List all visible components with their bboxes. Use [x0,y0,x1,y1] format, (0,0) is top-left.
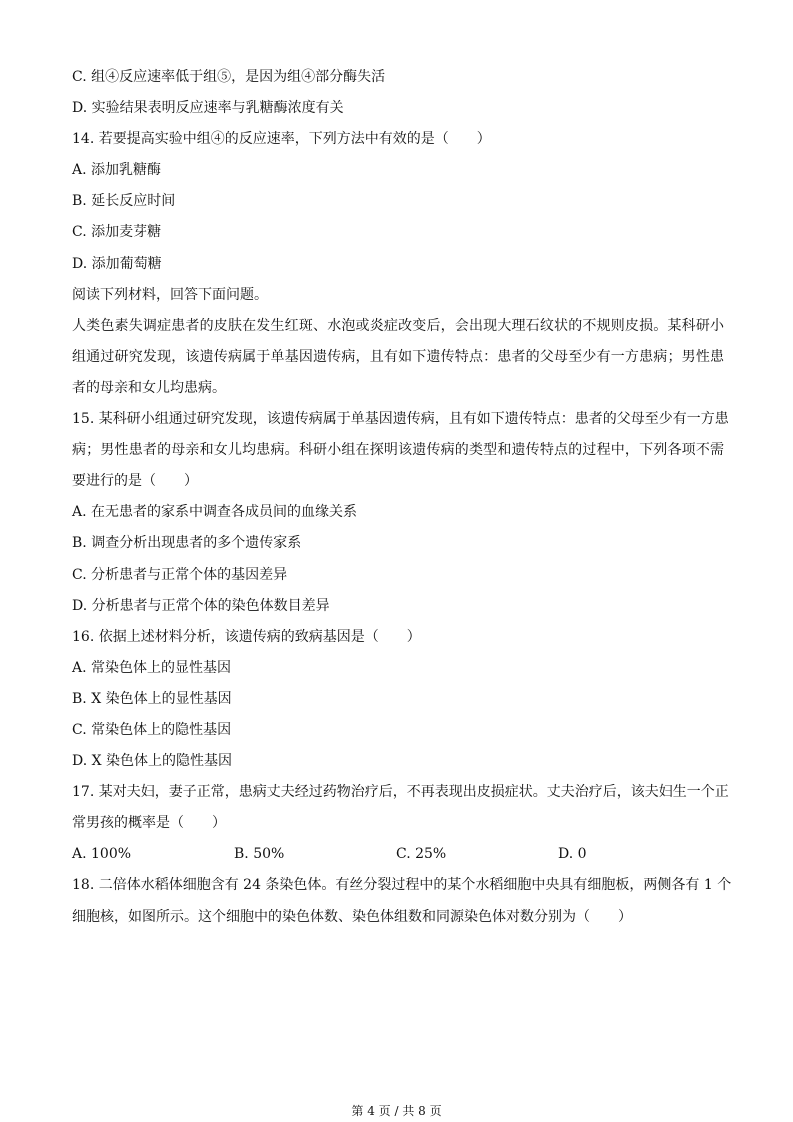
q14-option-d: D. 添加葡萄糖 [72,255,162,272]
q15-option-c: C. 分析患者与正常个体的基因差异 [72,566,288,583]
q18-stem: 细胞核，如图所示。这个细胞中的染色体数、染色体组数和同源染色体对数分别为（ ） [72,908,632,925]
q14-option-a: A. 添加乳糖酶 [72,162,162,179]
q14-option-b: B. 延长反应时间 [72,193,176,210]
q16-option-b: B. X 染色体上的显性基因 [72,690,232,707]
q17-option-c: C. 25% [396,846,447,863]
q17-option-d: D. 0 [558,846,587,863]
q17-option-b: B. 50% [234,846,285,863]
material-text: 人类色素失调症患者的皮肤在发生红斑、水泡或炎症改变后，会出现大理石纹状的不规则皮损。某科研小 [72,317,724,334]
q18-stem: 18. 二倍体水稻体细胞含有 24 条染色体。有丝分裂过程中的某个水稻细胞中央具有细胞板，两侧各有 1 个 [72,877,732,894]
q15-stem: 病；男性患者的母亲和女儿均患病。科研小组在探明该遗传病的类型和遗传特点的过程中，下列各项不需 [72,442,724,459]
page-footer: 第 4 页 / 共 8 页 [351,1104,442,1118]
exam-page-content [72,62,732,933]
q16-stem: 16. 依据上述材料分析，该遗传病的致病基因是（ ） [72,628,421,645]
material-text: 者的母亲和女儿均患病。 [72,379,226,396]
q14-stem: 14. 若要提高实验中组④的反应速率，下列方法中有效的是（ ） [72,131,491,148]
q17-stem: 常男孩的概率是（ ） [72,815,226,832]
material-text: 组通过研究发现，该遗传病属于单基因遗传病，且有如下遗传特点：患者的父母至少有一方患病；男性患 [72,348,724,365]
q17-stem: 17. 某对夫妇，妻子正常，患病丈夫经过药物治疗后，不再表现出皮损症状。丈夫治疗后，该夫妇生一个正 [72,784,729,801]
q17-options [72,839,724,870]
material-intro: 阅读下列材料，回答下面问题。 [72,286,268,303]
q16-option-a: A. 常染色体上的显性基因 [72,659,232,676]
q16-option-c: C. 常染色体上的隐性基因 [72,721,232,738]
q17-option-a: A. 100% [72,846,132,863]
q15-option-a: A. 在无患者的家系中调查各成员间的血缘关系 [72,504,358,521]
q16-option-d: D. X 染色体上的隐性基因 [72,753,233,770]
q14-option-c: C. 添加麦芽糖 [72,224,162,241]
q15-stem: 15. 某科研小组通过研究发现，该遗传病属于单基因遗传病，且有如下遗传特点：患者的父母至少有一方患 [72,411,729,428]
q15-option-d: D. 分析患者与正常个体的染色体数目差异 [72,597,330,614]
q13-option-c: C. 组④反应速率低于组⑤，是因为组④部分酶失活 [72,69,386,85]
q15-option-b: B. 调查分析出现患者的多个遗传家系 [72,535,302,552]
q13-option-d: D. 实验结果表明反应速率与乳糖酶浓度有关 [72,100,344,117]
q15-stem: 要进行的是（ ） [72,473,198,490]
